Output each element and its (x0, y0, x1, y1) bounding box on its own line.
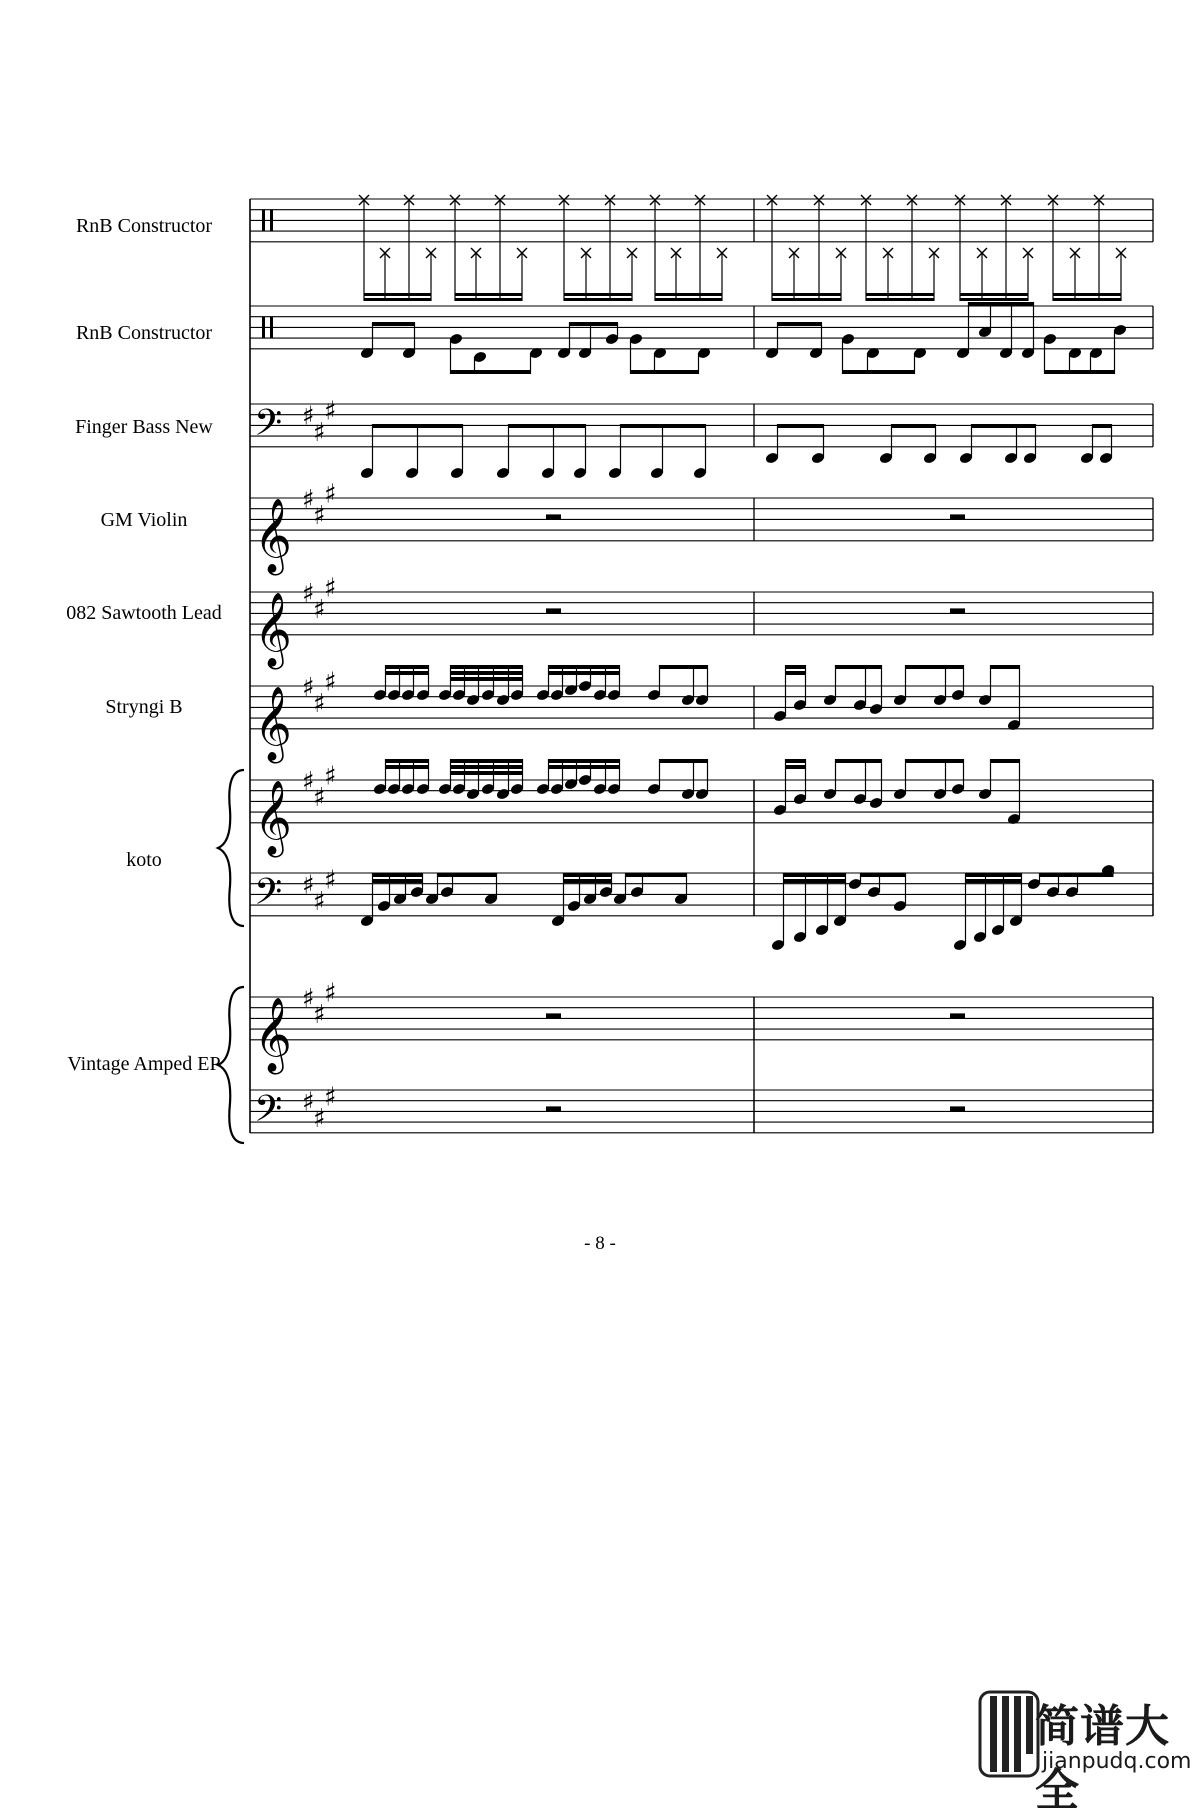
whole-rest-icon (546, 514, 561, 519)
whole-rest-icon (546, 608, 561, 613)
key-sharp-icon: ♯ (324, 667, 337, 698)
label-rnb-constructor-2: RnB Constructor (75, 322, 213, 344)
treble-clef-icon: 𝄞 (254, 686, 292, 761)
bass-clef-icon: 𝄢 (254, 871, 283, 923)
key-sharp-icon: ♯ (324, 1082, 337, 1113)
percussion-clef-icon (262, 210, 265, 231)
key-sharp-icon: ♯ (302, 1087, 315, 1118)
whole-rest-icon (546, 1106, 561, 1111)
key-sharp-icon: ♯ (324, 978, 337, 1009)
key-sharp-icon: ♯ (313, 501, 326, 532)
treble-clef-icon: 𝄞 (254, 997, 292, 1072)
key-sharp-icon: ♯ (313, 1000, 326, 1031)
key-sharp-icon: ♯ (324, 396, 337, 427)
page-number: - 8 - (584, 1233, 616, 1254)
whole-rest-icon (546, 1013, 561, 1018)
treble-clef-icon: 𝄞 (254, 780, 292, 855)
treble-clef-icon: 𝄞 (254, 498, 292, 573)
whole-rest-icon (950, 1013, 965, 1018)
key-sharp-icon: ♯ (302, 579, 315, 609)
key-sharp-icon: ♯ (324, 865, 337, 896)
logo-title: 简谱大全 (1035, 1701, 1170, 1816)
label-sawtooth-lead: 082 Sawtooth Lead (66, 602, 222, 624)
treble-clef-icon: 𝄞 (254, 592, 292, 667)
brace-koto-icon (218, 770, 244, 926)
label-finger-bass: Finger Bass New (75, 416, 213, 438)
key-sharp-icon: ♯ (302, 870, 315, 901)
key-sharp-icon: ♯ (313, 595, 326, 626)
key-sharp-icon: ♯ (302, 767, 315, 797)
bass-clef-icon: 𝄢 (254, 402, 283, 454)
key-sharp-icon: ♯ (313, 417, 326, 448)
label-koto: koto (126, 849, 162, 871)
percussion-clef-icon (262, 317, 265, 338)
bass-clef-icon: 𝄢 (254, 1088, 283, 1140)
key-sharp-icon: ♯ (313, 783, 326, 814)
key-sharp-icon: ♯ (324, 761, 337, 792)
key-sharp-icon: ♯ (302, 984, 315, 1014)
logo-url: jianpudq.com (1042, 1749, 1192, 1774)
key-sharp-icon: ♯ (324, 573, 337, 604)
label-gm-violin: GM Violin (100, 509, 188, 531)
key-sharp-icon: ♯ (302, 401, 315, 432)
key-sharp-icon: ♯ (313, 1103, 326, 1134)
whole-rest-icon (950, 608, 965, 613)
key-sharp-icon: ♯ (324, 479, 337, 510)
whole-rest-icon (950, 1106, 965, 1111)
label-stryngi-b: Stryngi B (105, 696, 183, 718)
label-vintage-amped-ep: Vintage Amped EP (67, 1053, 221, 1075)
label-rnb-constructor-1: RnB Constructor (75, 215, 213, 237)
key-sharp-icon: ♯ (313, 689, 326, 720)
whole-rest-icon (950, 514, 965, 519)
key-sharp-icon: ♯ (302, 485, 315, 515)
key-sharp-icon: ♯ (313, 886, 326, 917)
key-sharp-icon: ♯ (302, 673, 315, 703)
